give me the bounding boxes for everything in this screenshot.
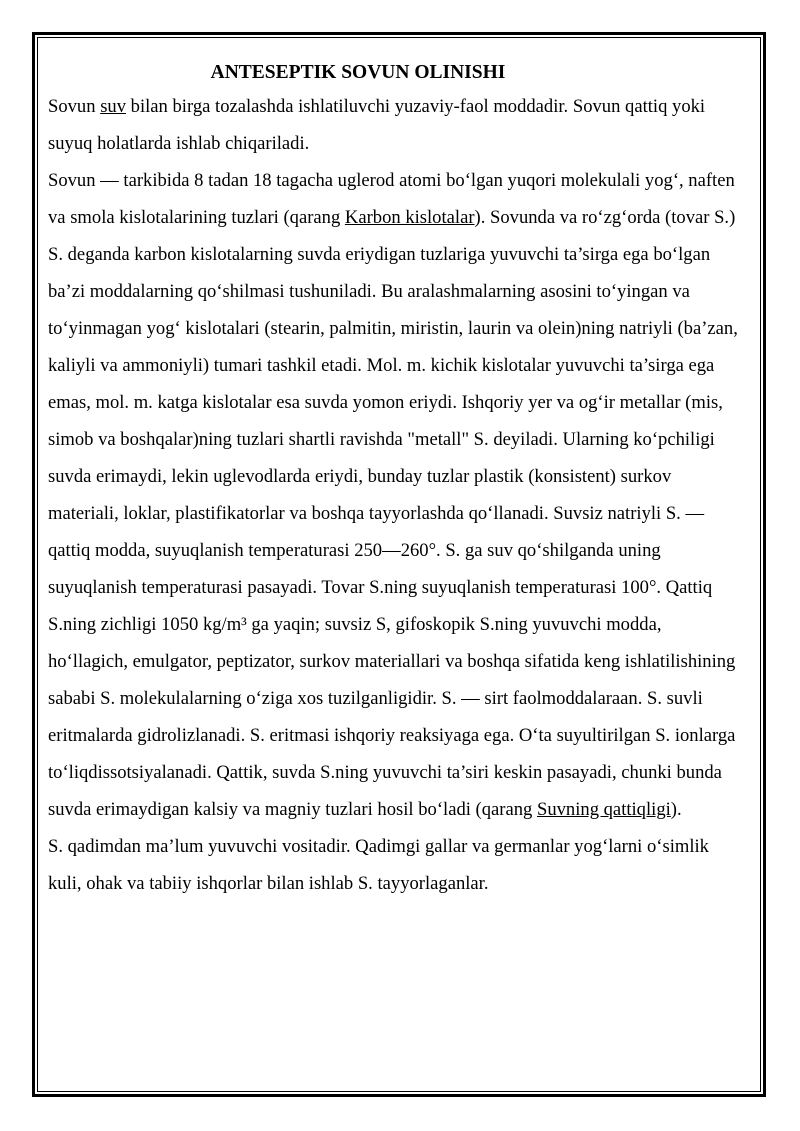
paragraph-text: bilan birga tozalashda ishlatiluvchi yuzaviy-faol moddadir. Sovun qattiq yoki suyuq holatlarda ishlab chiqariladi.	[48, 96, 706, 154]
paragraph-intro	[48, 88, 738, 162]
paragraph-history	[48, 828, 738, 902]
paragraph-main	[48, 162, 738, 828]
paragraph-text: S. qadimdan ma’lum yuvuvchi vositadir. Qadimgi gallar va germanlar yog‘larni o‘simlik kuli, ohak va tabiiy ishqorlar bilan ishlab S. tayyorlaganlar.	[48, 836, 709, 894]
link-suv[interactable]: suv	[100, 96, 127, 117]
paragraph-text: ). Sovunda va ro‘zg‘orda (tovar S.) S. deganda karbon kislotalarning suvda eriydigan tuzlariga yuvuvchi ta’sirga ega bo‘lgan ba’zi moddalarning qo‘shilmasi tushuniladi. Bu aralashmalarning asosini to‘yingan va to‘yinmagan yog‘ kislotalari (stearin, palmitin, miristin, laurin va olein)ning natriyli (ba’zan, kaliyli va ammoniyli) tumari tashkil etadi. Mol. m. kichik kislotalar yuvuvchi ta’sirga ega emas, mol. m. katga kislotalar esa suvda yomon eriydi. Ishqoriy yer va og‘ir metallar (mis, simob va boshqalar)ning tuzlari shartli ravishda "metall" S. deyiladi. Ularning ko‘pchiligi suvda erimaydi, lekin uglevodlarda eriydi, bunday tuzlar plastik (konsistent) surkov materiali, loklar, plastifikatorlar va boshqa tayyorlashda qo‘llanadi. Suvsiz natriyli S. — qattiq modda, suyuqlanish temperaturasi 250—260°. S. ga suv qo‘shilganda uning suyuqlanish temperaturasi pasayadi. Tovar S.ning suyuqlanish temperaturasi 100°. Qattiq S.ning zichligi 1050 kg/m³ ga yaqin; suvsiz S, gifoskopik S.ning yuvuvchi modda, ho‘llagich, emulgator, peptizator, surkov materiallari va boshqa sifatida keng ishlatilishining sababi S. molekulalarning o‘ziga xos tuzilganligidir. S. — sirt faolmoddalaraan. S. suvli eritmalarda gidrolizlanadi. S. eritmasi ishqoriy reaksiyaga ega. O‘ta suyultirilgan S. ionlarga to‘liqdissotsiyalanadi. Qattik, suvda S.ning yuvuvchi ta’siri keskin pasayadi, chunki bunda suvda erimaydigan kalsiy va magniy tuzlari hosil bo‘ladi (qarang	[48, 207, 738, 820]
link-suvning-qattiqligi[interactable]: Suvning qattiqligi	[537, 799, 671, 820]
document-title: ANTESEPTIK SOVUN OLINISHI	[210, 62, 506, 83]
paragraph-text: ).	[670, 799, 682, 820]
paragraph-text: Sovun	[48, 96, 101, 117]
link-karbon-kislotalar[interactable]: Karbon kislotalar	[344, 207, 475, 228]
document-body	[48, 58, 738, 902]
paragraph-text: Sovun — tarkibida 8 tadan 18 tagacha uglerod atomi bo‘lgan yuqori molekulali yog‘, naften va smola kislotalarining tuzlari (qarang	[48, 170, 735, 228]
